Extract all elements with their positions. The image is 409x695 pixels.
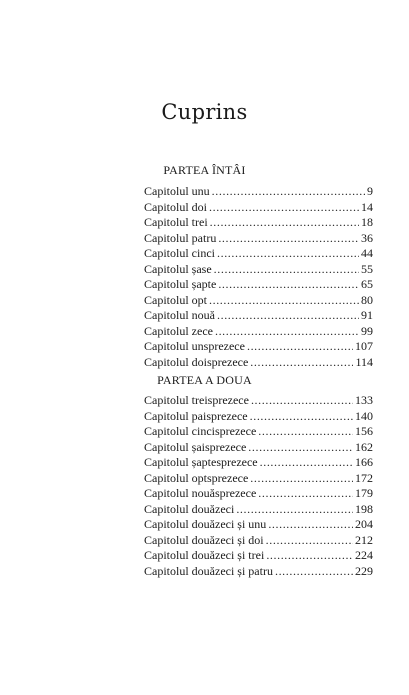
toc-entry [144, 200, 373, 216]
toc-entry [144, 502, 373, 518]
toc-entry-page-number: 107 [355, 339, 373, 353]
toc-entry [144, 409, 373, 425]
toc-entry-page-number: 14 [361, 199, 373, 214]
toc-entry-label: Capitolul șaisprezece [144, 439, 247, 454]
toc-entry-label: Capitolul optsprezece [144, 470, 249, 485]
toc-entry-label: Capitolul șase [144, 261, 212, 276]
toc-entry [144, 533, 373, 549]
part-title-2: PARTEA A DOUA [157, 373, 252, 387]
toc-entry [144, 231, 373, 247]
toc-entry [144, 471, 373, 487]
toc-entry [144, 308, 373, 324]
toc-entry-page-number: 140 [355, 408, 373, 423]
dot-leader [268, 517, 353, 533]
toc-entry [144, 424, 373, 440]
toc-entry-label: Capitolul șapte [144, 277, 217, 291]
toc-entry-label: Capitolul șaptesprezece [144, 455, 258, 469]
toc-entry-label: Capitolul zece [144, 323, 213, 338]
dot-leader [250, 355, 353, 371]
dot-leader [250, 409, 353, 425]
dot-leader [209, 293, 359, 309]
dot-leader [258, 424, 353, 440]
part-title-1: PARTEA ÎNTÂI [163, 163, 246, 177]
toc-entry-label: Capitolul douăzeci și trei [144, 548, 265, 562]
toc-entry [144, 486, 373, 502]
toc-entry-page-number: 91 [361, 308, 373, 322]
toc-entry-page-number: 179 [355, 486, 373, 500]
toc-entry-page-number: 55 [361, 261, 373, 276]
toc-entry [144, 548, 373, 564]
toc-entry-label: Capitolul doisprezece [144, 354, 249, 369]
toc-entry-page-number: 44 [361, 246, 373, 260]
toc-entry [144, 293, 373, 309]
dot-leader [236, 502, 353, 518]
toc-list-part-1 [144, 184, 373, 370]
toc-entry [144, 324, 373, 340]
dot-leader [215, 324, 359, 340]
toc-entry-label: Capitolul douăzeci și unu [144, 517, 267, 531]
toc-entry [144, 564, 373, 580]
dot-leader [217, 246, 359, 262]
toc-entry [144, 440, 373, 456]
dot-leader [218, 277, 359, 293]
toc-entry-page-number: 212 [355, 532, 373, 547]
toc-entry-page-number: 204 [355, 517, 373, 531]
toc-entry-label: Capitolul treisprezece [144, 393, 249, 407]
toc-entry [144, 517, 373, 533]
toc-entry [144, 262, 373, 278]
dot-leader [209, 200, 359, 216]
toc-entry-label: Capitolul doi [144, 199, 207, 214]
page-title: Cuprins [161, 100, 248, 124]
toc-entry [144, 246, 373, 262]
dot-leader [275, 564, 353, 580]
toc-entry [144, 184, 373, 200]
toc-entry-page-number: 18 [361, 215, 373, 229]
dot-leader [214, 262, 359, 278]
dot-leader [217, 308, 359, 324]
toc-entry-label: Capitolul cincisprezece [144, 424, 257, 438]
toc-entry-page-number: 156 [355, 424, 373, 438]
toc-entry-label: Capitolul cinci [144, 246, 215, 260]
toc-entry-label: Capitolul patru [144, 230, 217, 245]
toc-entry-label: Capitolul unsprezece [144, 339, 245, 353]
dot-leader [250, 471, 353, 487]
toc-entry-label: Capitolul unu [144, 184, 210, 198]
toc-entry-page-number: 224 [355, 548, 373, 562]
toc-entry-page-number: 65 [361, 277, 373, 291]
toc-entry-label: Capitolul trei [144, 215, 208, 229]
toc-entry [144, 339, 373, 355]
toc-entry [144, 393, 373, 409]
toc-entry-label: Capitolul douăzeci [144, 501, 235, 516]
toc-entry-label: Capitolul nouă [144, 308, 215, 322]
dot-leader [266, 548, 353, 564]
toc-entry-label: Capitolul paisprezece [144, 408, 248, 423]
toc-entry-label: Capitolul douăzeci și patru [144, 563, 273, 578]
dot-leader [258, 486, 353, 502]
toc-entry [144, 355, 373, 371]
dot-leader [248, 440, 353, 456]
toc-entry [144, 277, 373, 293]
toc-entry-page-number: 229 [355, 563, 373, 578]
toc-entry [144, 215, 373, 231]
toc-entry-page-number: 133 [355, 393, 373, 407]
toc-entry-page-number: 9 [367, 184, 373, 198]
dot-leader [251, 393, 353, 409]
dot-leader [212, 184, 365, 200]
toc-entry-label: Capitolul opt [144, 292, 207, 307]
toc-entry-page-number: 172 [355, 470, 373, 485]
toc-list-part-2 [144, 393, 373, 579]
toc-entry [144, 455, 373, 471]
dot-leader [266, 533, 353, 549]
dot-leader [210, 215, 359, 231]
toc-entry-label: Capitolul douăzeci și doi [144, 532, 264, 547]
toc-entry-page-number: 80 [361, 292, 373, 307]
dot-leader [218, 231, 359, 247]
dot-leader [260, 455, 353, 471]
toc-entry-page-number: 114 [355, 354, 373, 369]
toc-entry-label: Capitolul nouăsprezece [144, 486, 257, 500]
toc-entry-page-number: 162 [355, 439, 373, 454]
toc-entry-page-number: 166 [355, 455, 373, 469]
toc-entry-page-number: 198 [355, 501, 373, 516]
toc-entry-page-number: 99 [361, 323, 373, 338]
dot-leader [247, 339, 353, 355]
toc-entry-page-number: 36 [361, 230, 373, 245]
